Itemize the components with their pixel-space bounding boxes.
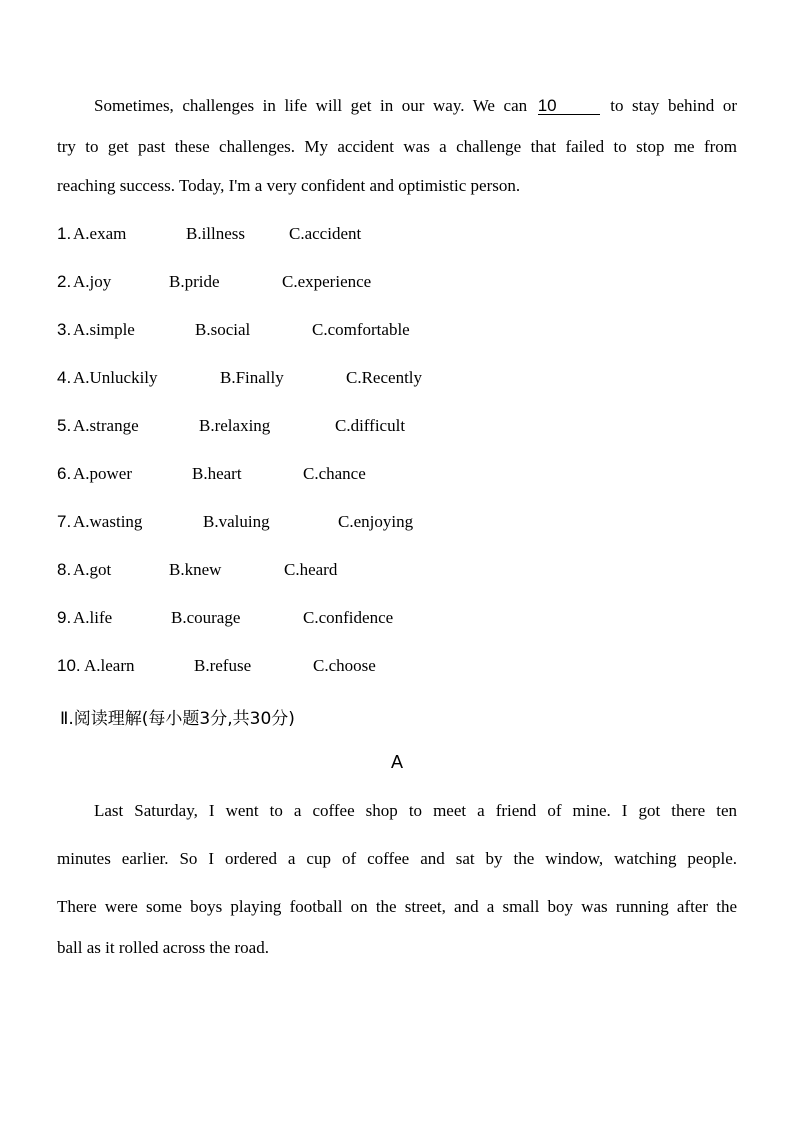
option-b: B.valuing [203,512,270,531]
option-b: B.relaxing [199,416,271,435]
intro-line-1-after: to stay behind or [610,96,737,115]
option-number: 10. [57,656,81,675]
option-c: C.confidence [303,608,394,627]
option-a: A.wasting [73,512,143,531]
passage-line-3: There were some boys playing football on the street, and a small boy was running after the [57,897,737,916]
option-c: C.chance [303,464,366,483]
section-title: Ⅱ.阅读理解(每小题3分,共30分) [60,709,295,729]
passage-line-2: minutes earlier. So I ordered a cup of coffee and sat by the window, watching people. [57,849,737,868]
option-number: 3. [57,320,72,339]
intro-line-2: try to get past these challenges. My accident was a challenge that failed to stop me from [57,137,737,156]
option-number: 4. [57,368,72,387]
option-a: A.life [73,608,113,627]
option-c: C.Recently [346,368,423,387]
option-number: 8. [57,560,72,579]
option-number: 1. [57,224,72,243]
option-c: C.heard [284,560,338,579]
option-c: C.accident [289,224,362,243]
option-number: 7. [57,512,72,531]
option-a: A.exam [73,224,127,243]
option-a: A.Unluckily [73,368,158,387]
intro-line-3: reaching success. Today, I'm a very confident and optimistic person. [57,176,521,195]
option-b: B.pride [169,272,220,291]
intro-line-1-before: Sometimes, challenges in life will get in our way. We can [94,96,528,115]
option-a: A.strange [73,416,139,435]
option-a: A.learn [84,656,135,675]
passage-line-1: Last Saturday, I went to a coffee shop to meet a friend of mine. I got there ten [94,801,737,820]
option-number: 5. [57,416,72,435]
option-c: C.comfortable [312,320,410,339]
passage-letter: A [390,752,403,772]
passage-line-4: ball as it rolled across the road. [57,938,269,957]
option-b: B.knew [169,560,222,579]
option-c: C.choose [313,656,376,675]
option-b: B.Finally [220,368,284,387]
option-b: B.courage [171,608,241,627]
option-number: 2. [57,272,72,291]
option-b: B.illness [186,224,246,243]
intro-line-1 [57,96,737,116]
option-c: C.experience [282,272,372,291]
answer-blank: 10 [538,97,600,115]
option-number: 6. [57,464,72,483]
option-b: B.refuse [194,656,252,675]
option-a: A.simple [73,320,135,339]
option-a: A.joy [73,272,112,291]
option-b: B.social [195,320,251,339]
option-b: B.heart [192,464,242,483]
option-c: C.difficult [335,416,406,435]
option-a: A.got [73,560,112,579]
option-number: 9. [57,608,72,627]
option-a: A.power [73,464,133,483]
option-c: C.enjoying [338,512,414,531]
